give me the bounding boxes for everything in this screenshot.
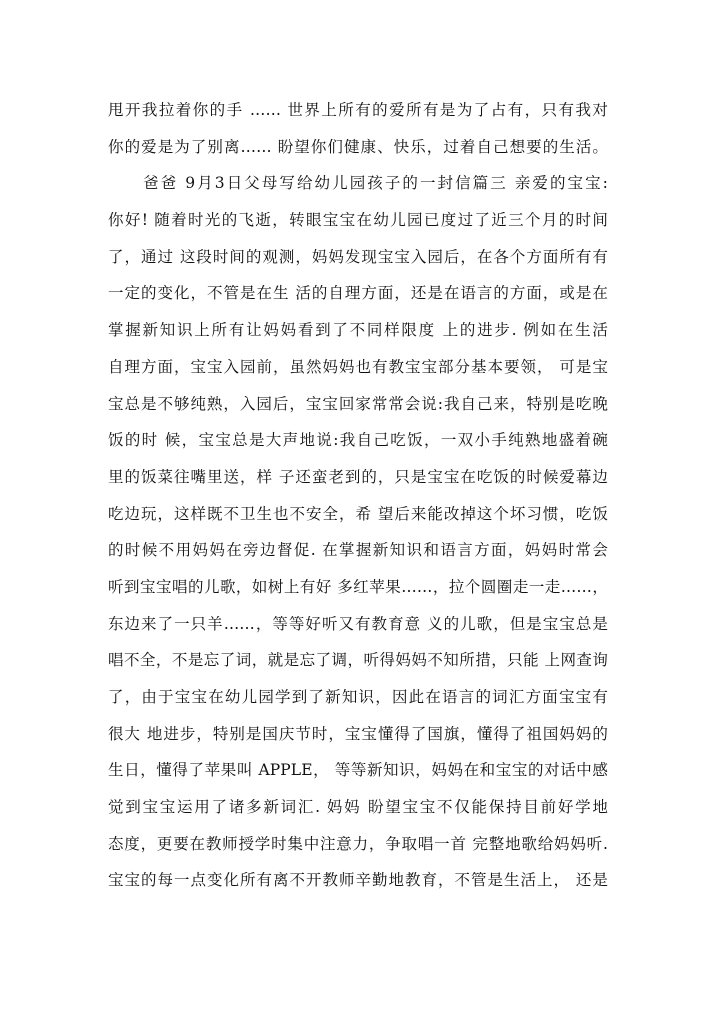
- body-line-10: 饭的时 候，宝宝总是大声地说:我自己吃饭，一双小手纯熟地盛着碗: [108, 431, 608, 450]
- letter-body: [108, 92, 608, 899]
- body-line-4: 你好! 随着时光的飞逝，转眼宝宝在幼儿园已度过了近三个月的时间: [108, 211, 608, 230]
- body-line-11: 里的饭菜往嘴里送，样 子还蛮老到的，只是宝宝在吃饭的时候爱幕边: [108, 467, 608, 486]
- body-line-16: 唱不全，不是忘了词，就是忘了调，听得妈妈不知所措，只能 上网查询: [108, 651, 608, 670]
- body-line-18: 很大 地进步，特别是国庆节时，宝宝懂得了国旗，懂得了祖国妈妈的: [108, 724, 608, 743]
- body-line-21: 态度，更要在教师授学时集中注意力，争取唱一首 完整地歌给妈妈听.: [108, 834, 608, 853]
- body-line-9: 宝总是不够纯熟，入园后，宝宝回家常常会说:我自己来，特别是吃晚: [108, 394, 608, 413]
- body-line-22: 宝宝的每一点变化所有离不开教师辛勤地教育，不管是生活上， 还是: [108, 871, 608, 890]
- body-line-1: 甩开我拉着你的手 …… 世界上所有的爱所有是为了占有，只有我对: [108, 101, 608, 119]
- body-line-12: 吃边玩，这样既不卫生也不安全，希 望后来能改掉这个坏习惯，吃饭: [108, 504, 608, 523]
- body-line-13: 的时候不用妈妈在旁边督促. 在掌握新知识和语言方面，妈妈时常会: [108, 541, 608, 560]
- body-line-6: 一定的变化，不管是在生 活的自理方面，还是在语言的方面，或是在: [108, 284, 608, 303]
- body-line-3: 爸爸 9月3日父母写给幼儿园孩子的一封信篇三 亲爱的宝宝:: [108, 174, 608, 193]
- body-line-19: 生日，懂得了苹果叫 APPLE， 等等新知识，妈妈在和宝宝的对话中感: [108, 761, 608, 780]
- body-line-17: 了，由于宝宝在幼儿园学到了新知识，因此在语言的词汇方面宝宝有: [108, 688, 608, 706]
- body-line-8: 自理方面，宝宝入园前，虽然妈妈也有教宝宝部分基本要领， 可是宝: [108, 357, 608, 376]
- body-line-14: 听到宝宝唱的儿歌，如树上有好 多红苹果……，拉个圆圈走一走……，: [108, 577, 608, 596]
- body-line-5: 了，通过 这段时间的观测，妈妈发现宝宝入园后，在各个方面所有有: [108, 247, 608, 266]
- body-line-15: 东边来了一只羊……，等等好听又有教育意 义的儿歌，但是宝宝总是: [108, 614, 608, 633]
- body-line-2: 你的爱是为了别离…… 盼望你们健康、快乐，过着自己想要的生活。: [108, 137, 608, 156]
- body-line-20: 觉到宝宝运用了诸多新词汇. 妈妈 盼望宝宝不仅能保持目前好学地: [108, 798, 608, 817]
- body-line-7: 掌握新知识上所有让妈妈看到了不同样限度 上的进步. 例如在生活: [108, 321, 608, 340]
